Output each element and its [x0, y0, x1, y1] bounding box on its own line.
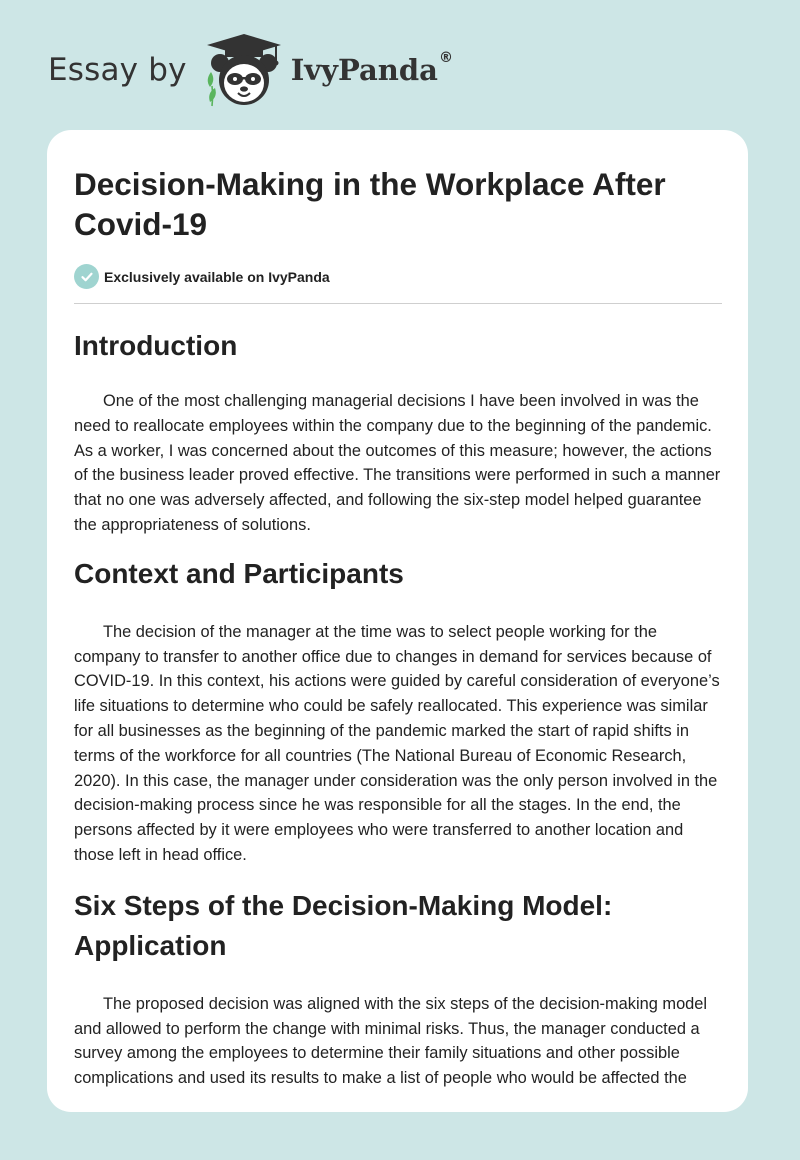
exclusive-label: Exclusively available on IvyPanda	[104, 268, 330, 285]
check-icon	[74, 264, 99, 289]
section-heading-introduction: Introduction	[74, 330, 238, 361]
essay-by-label: Essay by	[48, 52, 187, 88]
exclusive-badge	[74, 264, 722, 304]
section-paragraph-introduction: One of the most challenging managerial decisions I have been involved in was the need to reallocate employees within the company due to the beginning of the pandemic. As a worker, I was concerned about the outcomes of this measure; however, the actions of the business leader proved effective. The transitions were performed in such a manner that no one was adversely affected, and following the six-step model helped guarantee the appropriateness of solutions.	[74, 392, 721, 534]
site-header	[48, 30, 453, 110]
essay-title: Decision-Making in the Workplace After Covid-19	[74, 166, 666, 242]
panda-logo-icon[interactable]	[201, 30, 287, 110]
registered-mark: ®	[438, 50, 453, 66]
section-paragraph-six-steps: The proposed decision was aligned with the six steps of the decision-making model and allowed to perform the change with minimal risks. Thus, the manager conducted a survey among the employees to determine their family situations and other possible complications and used its results to make a list of people who would be affected the	[74, 994, 708, 1088]
brand-name[interactable]: IvyPanda	[290, 53, 438, 87]
section-paragraph-context: The decision of the manager at the time was to select people working for the company to transfer to another office due to changes in demand for services because of COVID-19. In this context, his actions were guided by careful consideration of everyone’s life situations to determine who could be safely reallocated. This experience was similar for all businesses as the beginning of the pandemic marked the start of rapid shifts in terms of the workforce for all countries (The National Bureau of Economic Research, 2020). In this case, the manager under consideration was the only person involved in the decision-making process since he was responsible for all the stages. In the end, the persons affected by it were employees who were transferred to another location and those left in head office.	[74, 622, 720, 864]
section-heading-six-steps: Six Steps of the Decision-Making Model: Application	[74, 889, 613, 961]
section-heading-context: Context and Participants	[74, 557, 404, 589]
essay-card	[47, 130, 748, 1112]
